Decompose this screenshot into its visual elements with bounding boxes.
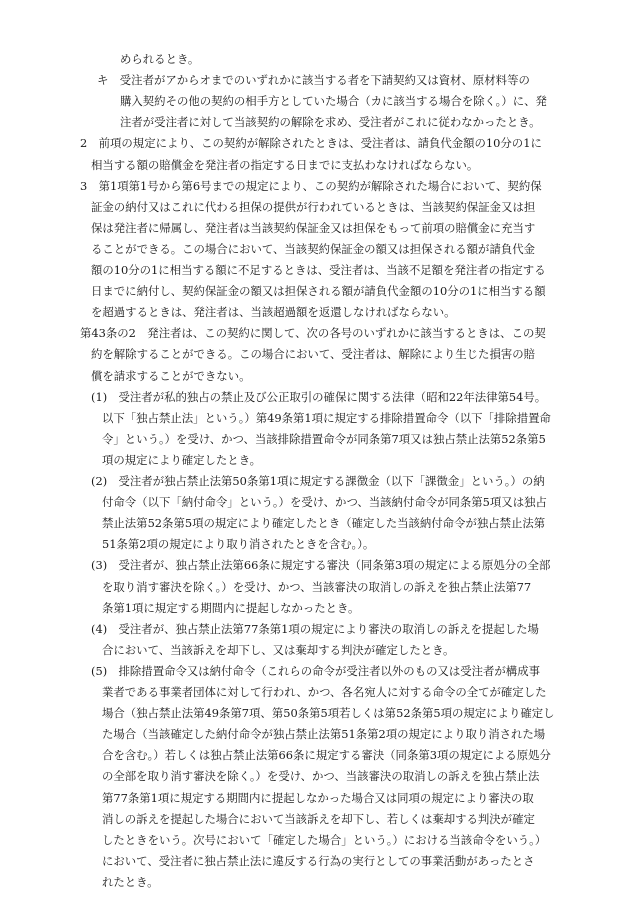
line-text: た場合（当該確定した納付命令が独占禁止法第51条第2項の規定により取り消された場 xyxy=(102,727,546,742)
text-line xyxy=(0,428,630,450)
line-text: キ 受注者がアからオまでのいずれかに該当する者を下請契約又は資材、原材料等の xyxy=(97,73,530,88)
text-line xyxy=(0,90,630,112)
line-text: (4) 受注者が、独占禁止法第77条第1項の規定により審決の取消しの訴えを提起した場 xyxy=(91,621,539,636)
text-line xyxy=(0,850,630,872)
line-text: 合を含む。）若しくは独占禁止法第66条に規定する審決（同条第3項の規定による原処分 xyxy=(102,748,551,763)
line-text: 2 前項の規定により、この契約が解除されたときは、受注者は、請負代金額の10分の1に xyxy=(80,136,542,151)
text-line xyxy=(0,322,630,344)
line-text: において、受注者に独占禁止法に違反する行為の実行としての事業活動があったとさ xyxy=(102,853,535,868)
text-line xyxy=(0,449,630,471)
line-text: められるとき。 xyxy=(120,52,200,66)
line-text: 3 第1項第1号から第6号までの規定により、この契約が解除された場合において、契約保 xyxy=(80,178,542,193)
line-text: 禁止法第52条第5項の規定により確定したとき（確定した当該納付命令が独占禁止法第 xyxy=(102,516,546,531)
text-line xyxy=(0,111,630,133)
line-text: 第43条の2 発注者は、この契約に関して、次の各号のいずれかに該当するときは、この契 xyxy=(80,326,546,341)
line-text: 業者である事業者団体に対して行われ、かつ、各名宛人に対する命令の全てが確定した xyxy=(102,685,547,700)
text-line xyxy=(0,301,630,323)
text-line xyxy=(0,660,630,682)
line-text: を取り消す審決を除く。）を受け、かつ、当該審決の取消しの訴えを独占禁止法第77 xyxy=(102,579,532,594)
text-line xyxy=(0,744,630,766)
text-line xyxy=(0,154,630,176)
line-text: (5) 排除措置命令又は納付命令（これらの命令が受注者以外のもの又は受注者が構成事 xyxy=(91,663,540,678)
line-text: 約を解除することができる。この場合において、受注者は、解除により生じた損害の賠 xyxy=(91,347,536,362)
line-text: 消しの訴えを提起した場合において当該訴えを却下し、若しくは棄却する判決が確定 xyxy=(102,811,535,826)
text-line xyxy=(0,365,630,387)
text-line xyxy=(0,829,630,851)
line-text: 額の10分の1に相当する額に不足するときは、受注者は、当該不足額を発注者の指定する xyxy=(91,263,546,278)
text-line xyxy=(0,386,630,408)
text-line xyxy=(0,554,630,576)
line-text: れたとき。 xyxy=(102,875,159,889)
text-line xyxy=(0,217,630,239)
line-text: を超過するときは、発注者は、当該超過額を返還しなければならない。 xyxy=(91,305,456,320)
text-line xyxy=(0,407,630,429)
line-text: (1) 受注者が私的独占の禁止及び公正取引の確保に関する法律（昭和22年法律第54号。 xyxy=(91,389,547,404)
line-text: 注者が受注者に対して当該契約の解除を求め、受注者がこれに従わなかったとき。 xyxy=(120,115,541,130)
text-line xyxy=(0,132,630,154)
text-line xyxy=(0,238,630,260)
text-line xyxy=(0,491,630,513)
text-line xyxy=(0,48,630,70)
line-text: 令」という。）を受け、かつ、当該排除措置命令が同条第7項又は独占禁止法第52条第5 xyxy=(102,431,546,446)
line-text: (3) 受注者が、独占禁止法第66条に規定する審決（同条第3項の規定による原処分の全部 xyxy=(91,558,551,573)
line-text: 合において、当該訴えを却下し、又は棄却する判決が確定したとき。 xyxy=(102,642,455,657)
text-line xyxy=(0,280,630,302)
line-text: 日までに納付し、契約保証金の額又は担保される額が請負代金額の10分の1に相当する額 xyxy=(91,284,546,299)
text-line xyxy=(0,470,630,492)
line-text: 項の規定により確定したとき。 xyxy=(102,452,262,467)
line-text: 以下「独占禁止法」という。）第49条第1項に規定する排除措置命令（以下「排除措置命 xyxy=(102,410,551,425)
line-text: 第77条第1項に規定する期間内に提起しなかった場合又は同項の規定により審決の取 xyxy=(102,790,534,805)
line-text: の全部を取り消す審決を除く。）を受け、かつ、当該審決の取消しの訴えを独占禁止法 xyxy=(102,769,540,784)
text-line xyxy=(0,512,630,534)
line-text: 相当する額の賠償金を発注者の指定する日までに支払わなければならない。 xyxy=(91,157,479,172)
line-text: 場合（独占禁止法第49条第7項、第50条第5項若しくは第52条第5項の規定により確定し xyxy=(102,706,555,721)
text-line xyxy=(0,576,630,598)
line-text: (2) 受注者が独占禁止法第50条第1項に規定する課徴金（以下「課徴金」という。）の納 xyxy=(91,474,545,489)
text-line xyxy=(0,175,630,197)
text-line xyxy=(0,343,630,365)
line-text: 償を請求することができない。 xyxy=(91,368,251,383)
text-line xyxy=(0,69,630,91)
line-text: したときをいう。次号において「確定した場合」という。）における当該命令をいう。） xyxy=(102,832,547,847)
line-text: 購入契約その他の契約の相手方としていた場合（カに該当する場合を除く。）に、発 xyxy=(120,94,547,109)
text-line xyxy=(0,681,630,703)
text-line xyxy=(0,639,630,661)
text-line xyxy=(0,618,630,640)
line-text: 条第1項に規定する期間内に提起しなかったとき。 xyxy=(102,600,360,615)
line-text: ることができる。この場合において、当該契約保証金の額又は担保される額が請負代金 xyxy=(91,241,536,256)
text-line xyxy=(0,765,630,787)
text-line xyxy=(0,787,630,809)
text-line xyxy=(0,871,630,893)
line-text: 51条第2項の規定により取り消されたときを含む。）。 xyxy=(102,537,375,552)
line-text: 証金の納付又はこれに代わる担保の提供が行われているときは、当該契約保証金又は担 xyxy=(91,199,536,214)
text-line xyxy=(0,259,630,281)
line-text: 付命令（以下「納付命令」という。）を受け、かつ、当該納付命令が同条第5項又は独占 xyxy=(102,495,547,510)
line-text: 保は発注者に帰属し、発注者は当該契約保証金又は担保をもって前項の賠償金に充当す xyxy=(91,220,536,235)
text-line xyxy=(0,702,630,724)
text-line xyxy=(0,723,630,745)
text-line xyxy=(0,597,630,619)
text-line xyxy=(0,196,630,218)
text-line xyxy=(0,808,630,830)
text-line xyxy=(0,533,630,555)
